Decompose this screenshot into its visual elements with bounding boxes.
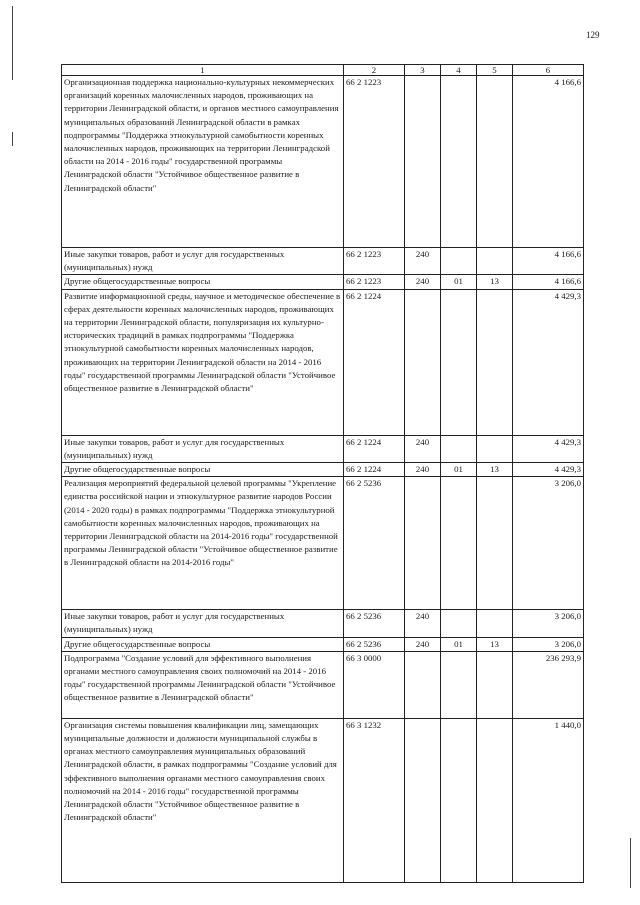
row-subsection <box>477 651 513 718</box>
row-section <box>441 477 477 610</box>
row-section <box>441 435 477 462</box>
margin-mark-mid <box>12 132 13 146</box>
row-description: Иные закупки товаров, работ и услуг для государственных (муниципальных) нужд <box>62 248 344 275</box>
row-subsection <box>477 718 513 882</box>
row-amount: 4 166,6 <box>513 76 584 248</box>
row-amount: 4 429,3 <box>513 463 584 477</box>
row-target-code: 66 2 1224 <box>344 435 405 462</box>
row-description: Другие общегосударственные вопросы <box>62 637 344 651</box>
table-row <box>62 651 584 718</box>
row-description: Реализация мероприятий федеральной целевой программы "Укрепление единства российской нации и этнокультурное развитие народов России (2014 - 2020 годы) в рамках подпрограммы "Поддержка этнокультурной самобытности коренных малочисленных народов, проживающих на территории Ленинградской области на 2014-2016 годы" государственной программы Ленинградской области "Устойчивое общественное развитие в Ленинградской области на 2014-2016 годы" <box>62 477 344 610</box>
header-cell: 3 <box>405 65 441 76</box>
row-description: Другие общегосударственные вопросы <box>62 275 344 289</box>
row-subsection <box>477 435 513 462</box>
row-target-code: 66 3 1232 <box>344 718 405 882</box>
table-row <box>62 477 584 610</box>
row-section: 01 <box>441 463 477 477</box>
row-expense-type <box>405 477 441 610</box>
row-amount: 4 429,3 <box>513 435 584 462</box>
row-target-code: 66 2 5236 <box>344 477 405 610</box>
row-subsection <box>477 477 513 610</box>
row-target-code: 66 2 1223 <box>344 248 405 275</box>
row-target-code: 66 2 1223 <box>344 76 405 248</box>
table-row <box>62 248 584 275</box>
table-row <box>62 718 584 882</box>
row-section <box>441 76 477 248</box>
table-row <box>62 435 584 462</box>
row-section: 01 <box>441 637 477 651</box>
row-description: Иные закупки товаров, работ и услуг для государственных (муниципальных) нужд <box>62 610 344 637</box>
row-amount: 4 166,6 <box>513 275 584 289</box>
row-section <box>441 289 477 435</box>
row-description: Организация системы повышения квалификации лиц, замещающих муниципальные должности и должности муниципальной службы в органах местного самоуправления муниципальных образований Ленинградской области, в рамках подпрограммы "Создание условий для эффективного выполнения органами местного самоуправления своих полномочий на 2014 - 2016 годы" государственной программы Ленинградской области "Устойчивое общественное развитие в Ленинградской области" <box>62 718 344 882</box>
row-description: Другие общегосударственные вопросы <box>62 463 344 477</box>
row-target-code: 66 2 1224 <box>344 463 405 477</box>
table-row <box>62 463 584 477</box>
header-cell: 1 <box>62 65 344 76</box>
row-expense-type: 240 <box>405 463 441 477</box>
row-expense-type: 240 <box>405 248 441 275</box>
row-amount: 4 429,3 <box>513 289 584 435</box>
row-target-code: 66 2 1223 <box>344 275 405 289</box>
row-expense-type <box>405 76 441 248</box>
row-amount: 3 206,0 <box>513 637 584 651</box>
row-subsection <box>477 610 513 637</box>
row-expense-type: 240 <box>405 435 441 462</box>
row-description: Иные закупки товаров, работ и услуг для государственных (муниципальных) нужд <box>62 435 344 462</box>
row-expense-type <box>405 718 441 882</box>
row-section <box>441 610 477 637</box>
row-target-code: 66 3 0000 <box>344 651 405 718</box>
table-header-row <box>62 65 584 76</box>
row-expense-type <box>405 289 441 435</box>
table-row <box>62 289 584 435</box>
row-expense-type <box>405 651 441 718</box>
header-cell: 5 <box>477 65 513 76</box>
row-subsection <box>477 289 513 435</box>
row-amount: 1 440,0 <box>513 718 584 882</box>
row-amount: 4 166,6 <box>513 248 584 275</box>
row-amount: 3 206,0 <box>513 610 584 637</box>
row-description: Подпрограмма "Создание условий для эффективного выполнения органами местного самоуправления своих полномочий на 2014 - 2016 годы" государственной программы Ленинградской области "Устойчивое общественное развитие в Ленинградской области" <box>62 651 344 718</box>
header-cell: 6 <box>513 65 584 76</box>
budget-table <box>61 64 584 883</box>
row-expense-type: 240 <box>405 637 441 651</box>
table-body <box>62 76 584 883</box>
margin-mark-top <box>12 6 13 80</box>
row-target-code: 66 2 5236 <box>344 637 405 651</box>
row-target-code: 66 2 5236 <box>344 610 405 637</box>
row-description: Организационная поддержка национально-культурных некоммерческих организаций коренных малочисленных народов, проживающих на территории Ленинградской области, и органов местного самоуправления муниципальных образований Ленинградской области в рамках подпрограммы "Поддержка этнокультурной самобытности коренных малочисленных народов, проживающих на территории Ленинградской области на 2014 - 2016 годы" государственной программы Ленинградской области "Устойчивое общественное развитие в Ленинградской области" <box>62 76 344 248</box>
row-subsection: 13 <box>477 275 513 289</box>
row-subsection <box>477 248 513 275</box>
row-amount: 3 206,0 <box>513 477 584 610</box>
table-row <box>62 76 584 248</box>
table-row <box>62 637 584 651</box>
header-cell: 4 <box>441 65 477 76</box>
row-section <box>441 248 477 275</box>
row-target-code: 66 2 1224 <box>344 289 405 435</box>
table-row <box>62 610 584 637</box>
row-amount: 236 293,9 <box>513 651 584 718</box>
row-section <box>441 718 477 882</box>
row-section: 01 <box>441 275 477 289</box>
margin-mark-bottom-right <box>630 838 631 888</box>
row-expense-type: 240 <box>405 275 441 289</box>
row-subsection <box>477 76 513 248</box>
row-expense-type: 240 <box>405 610 441 637</box>
header-cell: 2 <box>344 65 405 76</box>
row-subsection: 13 <box>477 463 513 477</box>
table-row <box>62 275 584 289</box>
row-description: Развитие информационной среды, научное и методическое обеспечение в сферах деятельности коренных малочисленных народов, проживающих на территории Ленинградской области, популяризация их культурно-исторических традиций в рамках подпрограммы "Поддержка этнокультурной самобытности коренных малочисленных народов, проживающих на территории Ленинградской области на 2014 - 2016 годы" государственной программы Ленинградской области "Устойчивое общественное развитие в Ленинградской области" <box>62 289 344 435</box>
row-section <box>441 651 477 718</box>
page-number: 129 <box>586 30 600 40</box>
row-subsection: 13 <box>477 637 513 651</box>
